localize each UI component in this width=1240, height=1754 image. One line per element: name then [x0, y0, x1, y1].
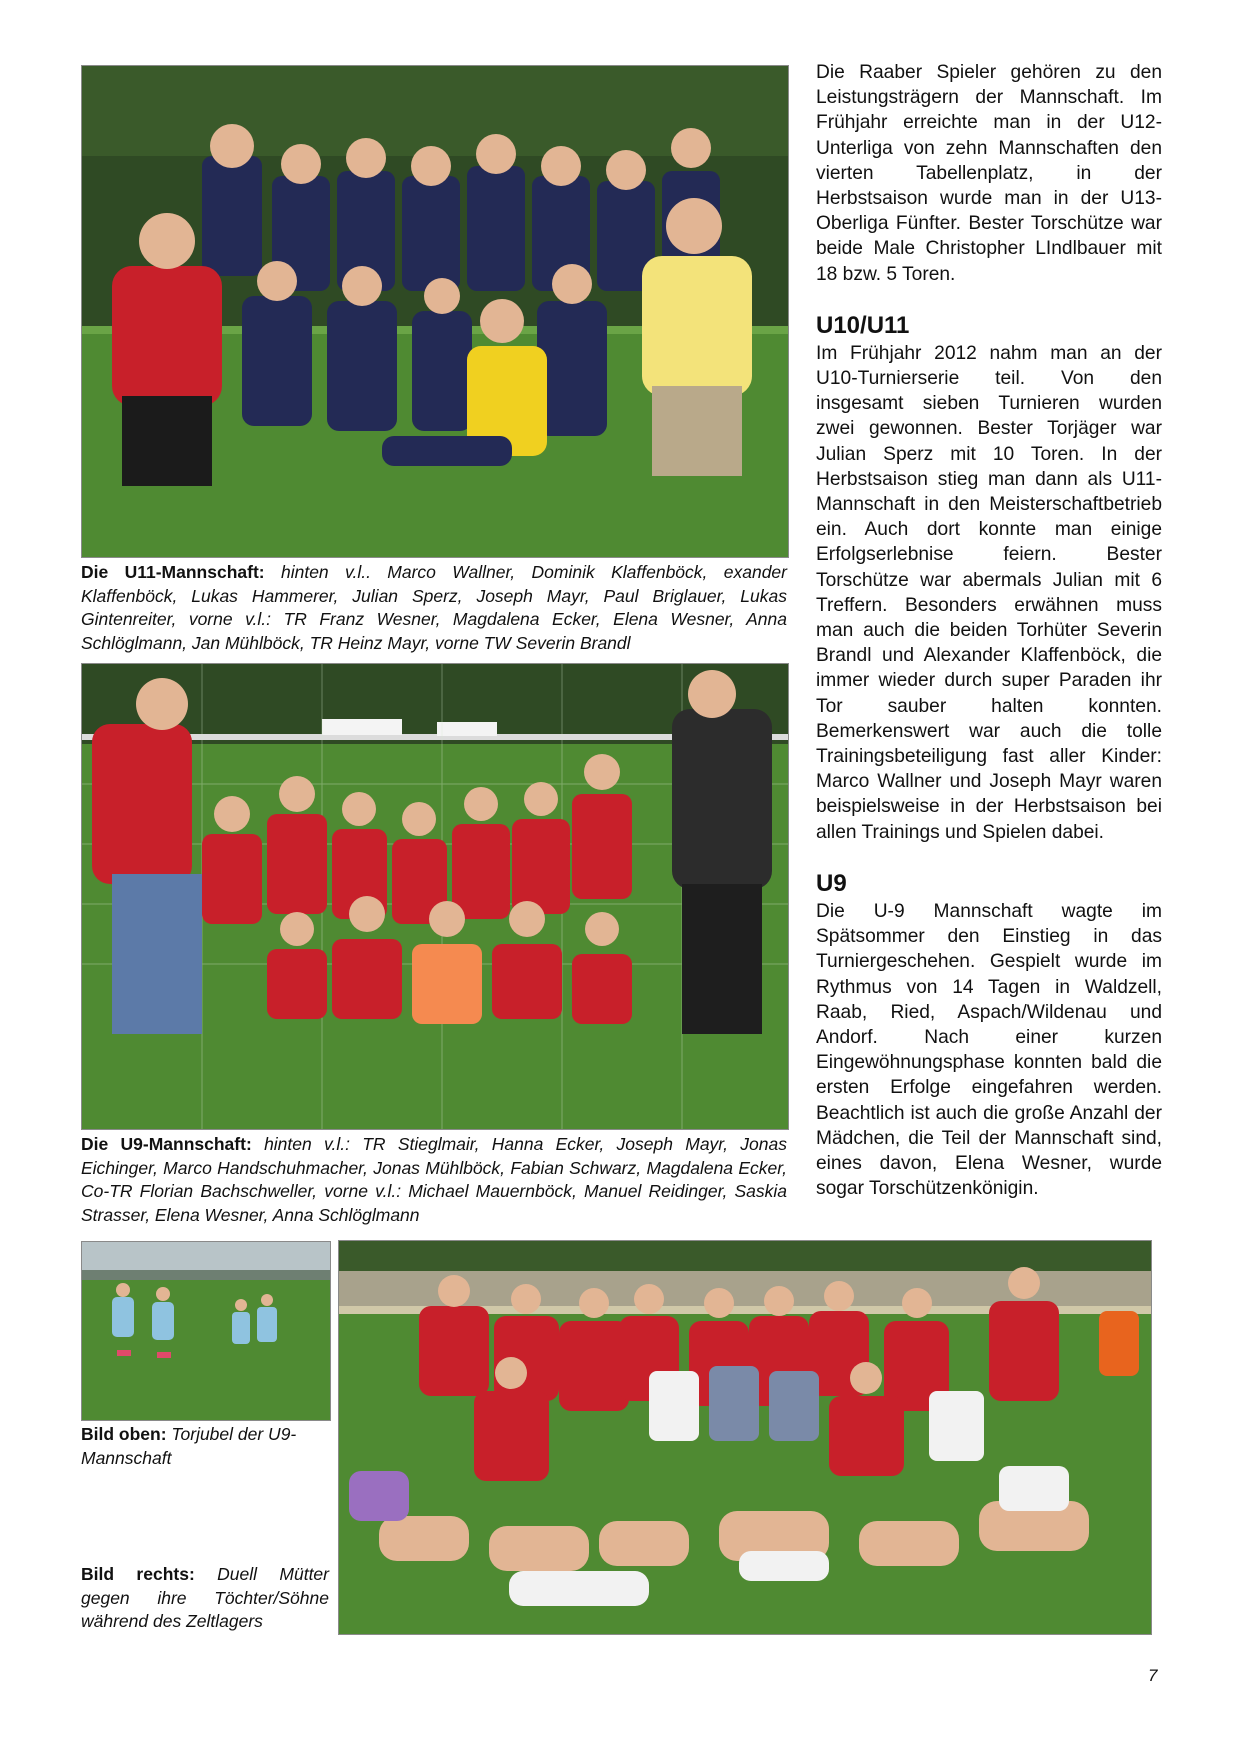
right-caption-text: Duell Mütter gegen ihre Töchter/Söhne während des Zeltlagers	[81, 1564, 329, 1632]
intro-paragraph: Die Raaber Spieler gehören zu den Leistungsträgern der Mannschaft. Im Frühjahr erreichte man in der U12-Unterliga von zehn Mannschaften den vierten Tabellenplatz, in der Herbstsaison wurde man in der U13-Oberliga Fünfter. Bester Torschütze war beide Male Christopher LIndlbauer mit 18 bzw. 5 Toren.	[816, 62, 1162, 285]
section-heading-u9: U9	[816, 869, 847, 897]
u11-team-photo	[81, 65, 789, 558]
mothers-duel-photo	[338, 1240, 1152, 1635]
u11-caption	[81, 561, 787, 655]
u11-caption-label: Die U11-Mannschaft:	[81, 562, 265, 582]
article-column	[816, 60, 1162, 1201]
goal-celebration-photo	[81, 1241, 331, 1421]
section-u10-u11-text: Im Frühjahr 2012 nahm man an der U10-Turnierserie teil. Von den insgesamt sieben Turnieren wurden zwei gewonnen. Bester Torjäger war Julian Sperz mit 10 Toren. In der Herbstsaison stieg man dann als U11-Mannschaft in den Meisterschaftbetrieb ein. Auch dort konnte man einige Erfolgserlebnise feiern. Bester Torschütze war abermals Julian mit 6 Treffern. Besonders erwähnen muss man auch die beiden Torhüter Severin Brandl und Alexander Klaffenböck, die immer wieder durch super Paraden ihr Tor sauber halten konnten. Bemerkenswert war auch die tolle Trainingsbeteiligung fast aller Kinder: Marco Wallner und Joseph Mayr waren beispielsweise in der Herbstsaison bei allen Trainings und Spielen dabei.	[816, 342, 1162, 843]
page-number: 7	[1148, 1666, 1158, 1685]
section-heading-u10-u11: U10/U11	[816, 311, 910, 339]
u11-caption-text: hinten v.l.. Marco Wallner, Dominik Klaffenböck, exander Klaffenböck, Lukas Hammerer, Julian Sperz, Joseph Mayr, Paul Briglauer, Lukas Gintenreiter, vorne v.l.: TR Franz Wesner, Magdalena Ecker, Elena Wesner, Anna Schlöglmann, Jan Mühlböck, TR Heinz Mayr, vorne TW Severin Brandl	[81, 562, 787, 653]
u9-caption-text: hinten v.l.: TR Stieglmair, Hanna Ecker, Joseph Mayr, Jonas Eichinger, Marco Handschuhmacher, Jonas Mühlböck, Fabian Schwarz, Magdalena Ecker, Co-TR Florian Bachschweller, vorne v.l.: Michael Mauernböck, Manuel Reidinger, Saskia Strasser, Elena Wesner, Anna Schlöglmann	[81, 1134, 788, 1225]
section-u9-text: Die U-9 Mannschaft wagte im Spätsommer den Einstieg in das Turniergeschehen. Gespielt wurde im Rythmus von 14 Tagen in Waldzell, Raab, Ried, Aspach/Wildenau und Andorf. Nach einer kurzen Eingewöhnungsphase konnten bald die ersten Erfolge eingefahren werden. Beachtlich ist auch die große Anzahl der Mädchen, die Teil der Mannschaft sind, eines davon, Elena Wesner, wurde sogar Torschützenkönigin.	[816, 900, 1162, 1200]
top-caption-text: Torjubel der U9-Mannschaft	[81, 1424, 297, 1468]
u9-caption	[81, 1133, 787, 1227]
u9-caption-label: Die U9-Mannschaft:	[81, 1134, 252, 1154]
top-caption	[81, 1423, 329, 1470]
right-caption-label: Bild rechts:	[81, 1564, 195, 1584]
right-caption	[81, 1563, 329, 1634]
top-caption-label: Bild oben:	[81, 1424, 167, 1444]
u9-team-photo	[81, 663, 789, 1130]
